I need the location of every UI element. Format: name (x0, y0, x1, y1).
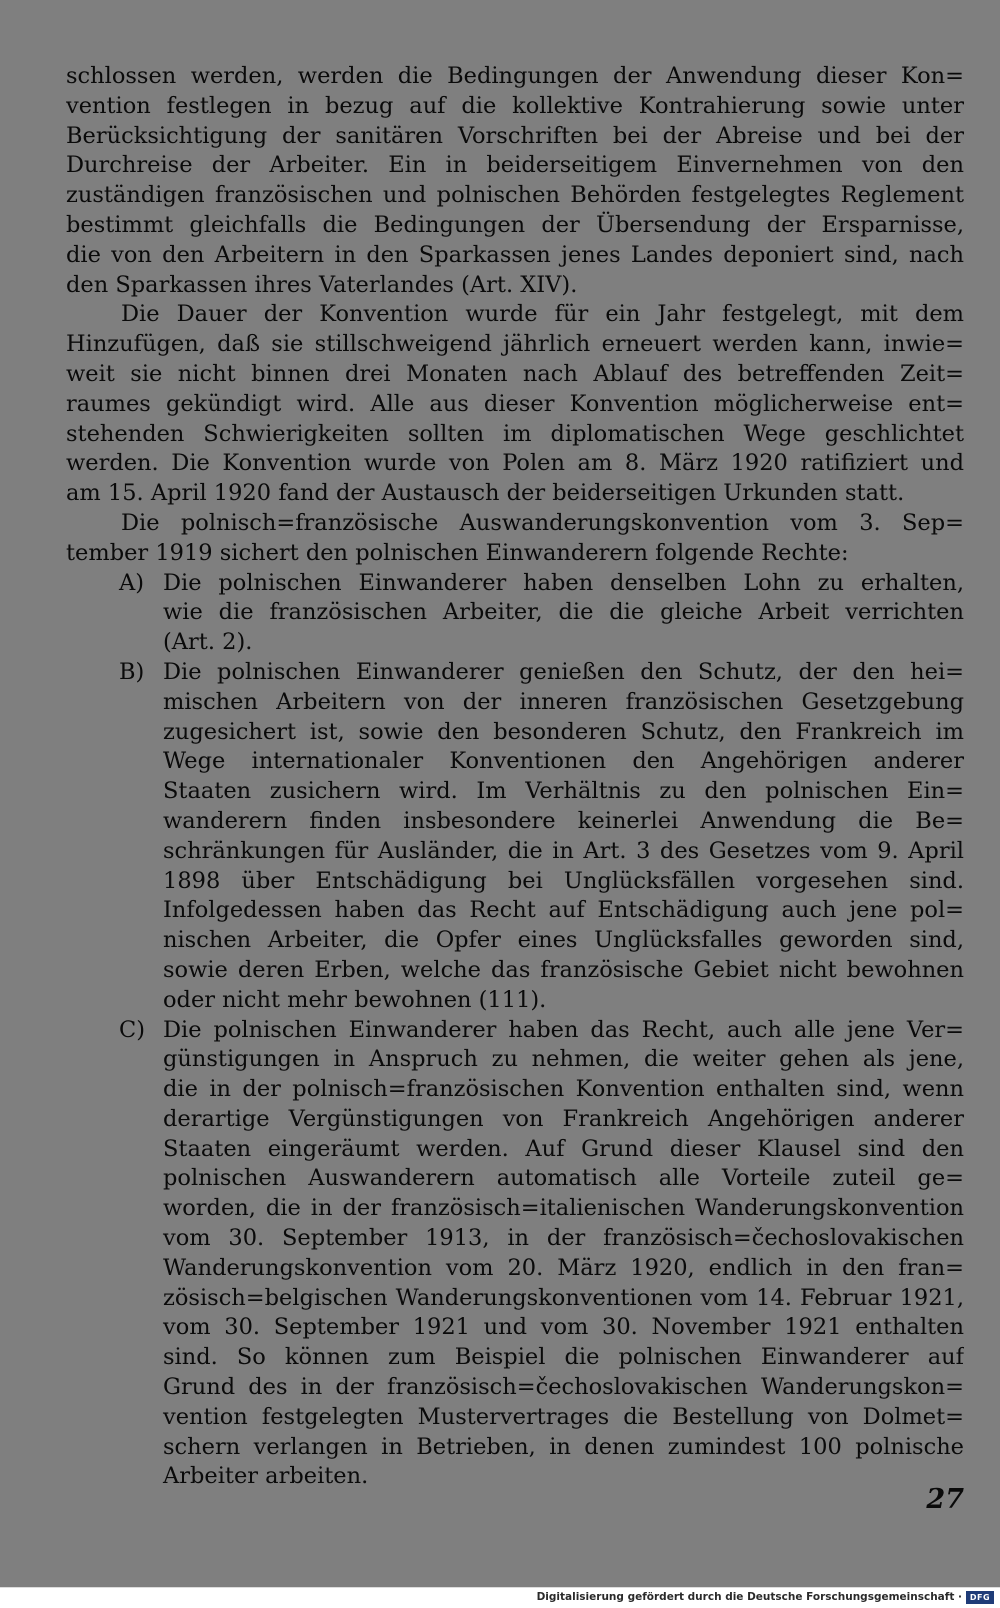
text-line: polnischen Auswanderern automatisch alle Vorteile zuteil ge= (163, 1165, 964, 1192)
list-marker: C) (119, 1016, 145, 1043)
text-line: oder nicht mehr bewohnen (111). (163, 986, 547, 1013)
text-line: bestimmt gleichfalls die Bedingungen der Übersendung der Ersparnisse, (66, 211, 964, 238)
text-line: die von den Arbeitern in den Sparkassen jenes Landes deponiert sind, nach (66, 241, 964, 268)
text-line: Die Dauer der Konvention wurde für ein Jahr festgelegt, mit dem (121, 301, 964, 328)
text-line: zuständigen französischen und polnischen Behörden festgelegtes Reglement (66, 182, 964, 209)
text-line: nischen Arbeiter, die Opfer eines Unglücksfalles geworden sind, (163, 927, 964, 954)
text-line: Durchreise der Arbeiter. Ein in beiderseitigem Einvernehmen von den (66, 152, 964, 179)
text-line: wanderern finden insbesondere keinerlei Anwendung die Be= (163, 807, 964, 834)
list-item-c (66, 1016, 964, 1493)
text-line: wie die französischen Arbeiter, die die gleiche Arbeit verrichten (163, 599, 964, 626)
list-marker: A) (119, 569, 145, 596)
text-line: Wege internationaler Konventionen den Angehörigen anderer (163, 748, 964, 775)
text-line: Hinzufügen, daß sie stillschweigend jährlich erneuert werden kann, inwie= (66, 331, 964, 358)
footer-credit: Digitalisierung gefördert durch die Deutsche Forschungsgemeinschaft · (536, 1591, 962, 1603)
text-line: raumes gekündigt wird. Alle aus dieser Konvention möglicherweise ent= (66, 390, 964, 417)
dfg-logo-icon: DFG (966, 1591, 994, 1604)
text-line: Die polnisch=französische Auswanderungskonvention vom 3. Sep= (121, 509, 964, 536)
text-line: vom 30. September 1913, in der französisch=čechoslovakischen (163, 1225, 964, 1252)
text-line: tember 1919 sichert den polnischen Einwanderern folgende Rechte: (66, 539, 849, 566)
list-item-a (66, 569, 964, 658)
text-line: Die polnischen Einwanderer haben das Recht, auch alle jene Ver= (163, 1016, 964, 1043)
text-line: mischen Arbeitern von der inneren französischen Gesetzgebung (163, 688, 964, 715)
text-line: vention festgelegten Mustervertrages die Bestellung von Dolmet= (163, 1403, 964, 1430)
text-line: derartige Vergünstigungen von Frankreich Angehörigen anderer (163, 1105, 964, 1132)
text-line: Die polnischen Einwanderer haben denselben Lohn zu erhalten, (163, 569, 964, 596)
text-line: schern verlangen in Betrieben, in denen zumindest 100 polnische (163, 1433, 964, 1460)
text-line: vom 30. September 1921 und vom 30. November 1921 enthalten (163, 1314, 964, 1341)
list-marker: B) (119, 658, 145, 685)
text-line: Die polnischen Einwanderer genießen den Schutz, der den hei= (163, 658, 964, 685)
text-line: worden, die in der französisch=italienischen Wanderungskonvention (163, 1195, 964, 1222)
text-line: 1898 über Entschädigung bei Unglücksfällen vorgesehen sind. (163, 867, 964, 894)
text-line: vention festlegen in bezug auf die kollektive Kontrahierung sowie unter (66, 92, 964, 119)
text-line: am 15. April 1920 fand der Austausch der beiderseitigen Urkunden statt. (66, 480, 905, 507)
text-line: sind. So können zum Beispiel die polnischen Einwanderer auf (163, 1344, 964, 1371)
text-line: Infolgedessen haben das Recht auf Entschädigung auch jene pol= (163, 897, 964, 924)
text-line: Arbeiter arbeiten. (163, 1463, 369, 1490)
text-line: zugesichert ist, sowie den besonderen Schutz, den Frankreich im (163, 718, 964, 745)
text-line: günstigungen in Anspruch zu nehmen, die weiter gehen als jene, (163, 1046, 964, 1073)
text-line: die in der polnisch=französischen Konvention enthalten sind, wenn (163, 1076, 964, 1103)
text-line: (Art. 2). (163, 629, 253, 656)
text-line: weit sie nicht binnen drei Monaten nach Ablauf des betreffenden Zeit= (66, 360, 964, 387)
text-line: sowie deren Erben, welche das französische Gebiet nicht bewohnen (163, 956, 964, 983)
text-line: den Sparkassen ihres Vaterlandes (Art. XIV). (66, 271, 578, 298)
text-line: schränkungen für Ausländer, die in Art. 3 des Gesetzes vom 9. April (163, 837, 964, 864)
list-item-b (66, 658, 964, 1016)
text-line: stehenden Schwierigkeiten sollten im diplomatischen Wege geschlichtet (66, 420, 964, 447)
text-line: Staaten zusichern wird. Im Verhältnis zu den polnischen Ein= (163, 778, 964, 805)
text-line: Staaten eingeräumt werden. Auf Grund dieser Klausel sind den (163, 1135, 964, 1162)
text-line: Berücksichtigung der sanitären Vorschriften bei der Abreise und bei der (66, 122, 964, 149)
page-number: 27 (926, 1484, 964, 1515)
text-line: schlossen werden, werden die Bedingungen der Anwendung dieser Kon= (66, 63, 964, 89)
footer-bar (0, 1587, 1000, 1608)
text-line: werden. Die Konvention wurde von Polen am 8. März 1920 ratifiziert und (66, 450, 964, 477)
text-line: Wanderungskonvention vom 20. März 1920, endlich in den fran= (163, 1254, 964, 1281)
text-line: zösisch=belgischen Wanderungskonventionen vom 14. Februar 1921, (163, 1284, 964, 1311)
page-body (66, 62, 964, 1492)
text-line: Grund des in der französisch=čechoslovakischen Wanderungskon= (163, 1374, 964, 1401)
